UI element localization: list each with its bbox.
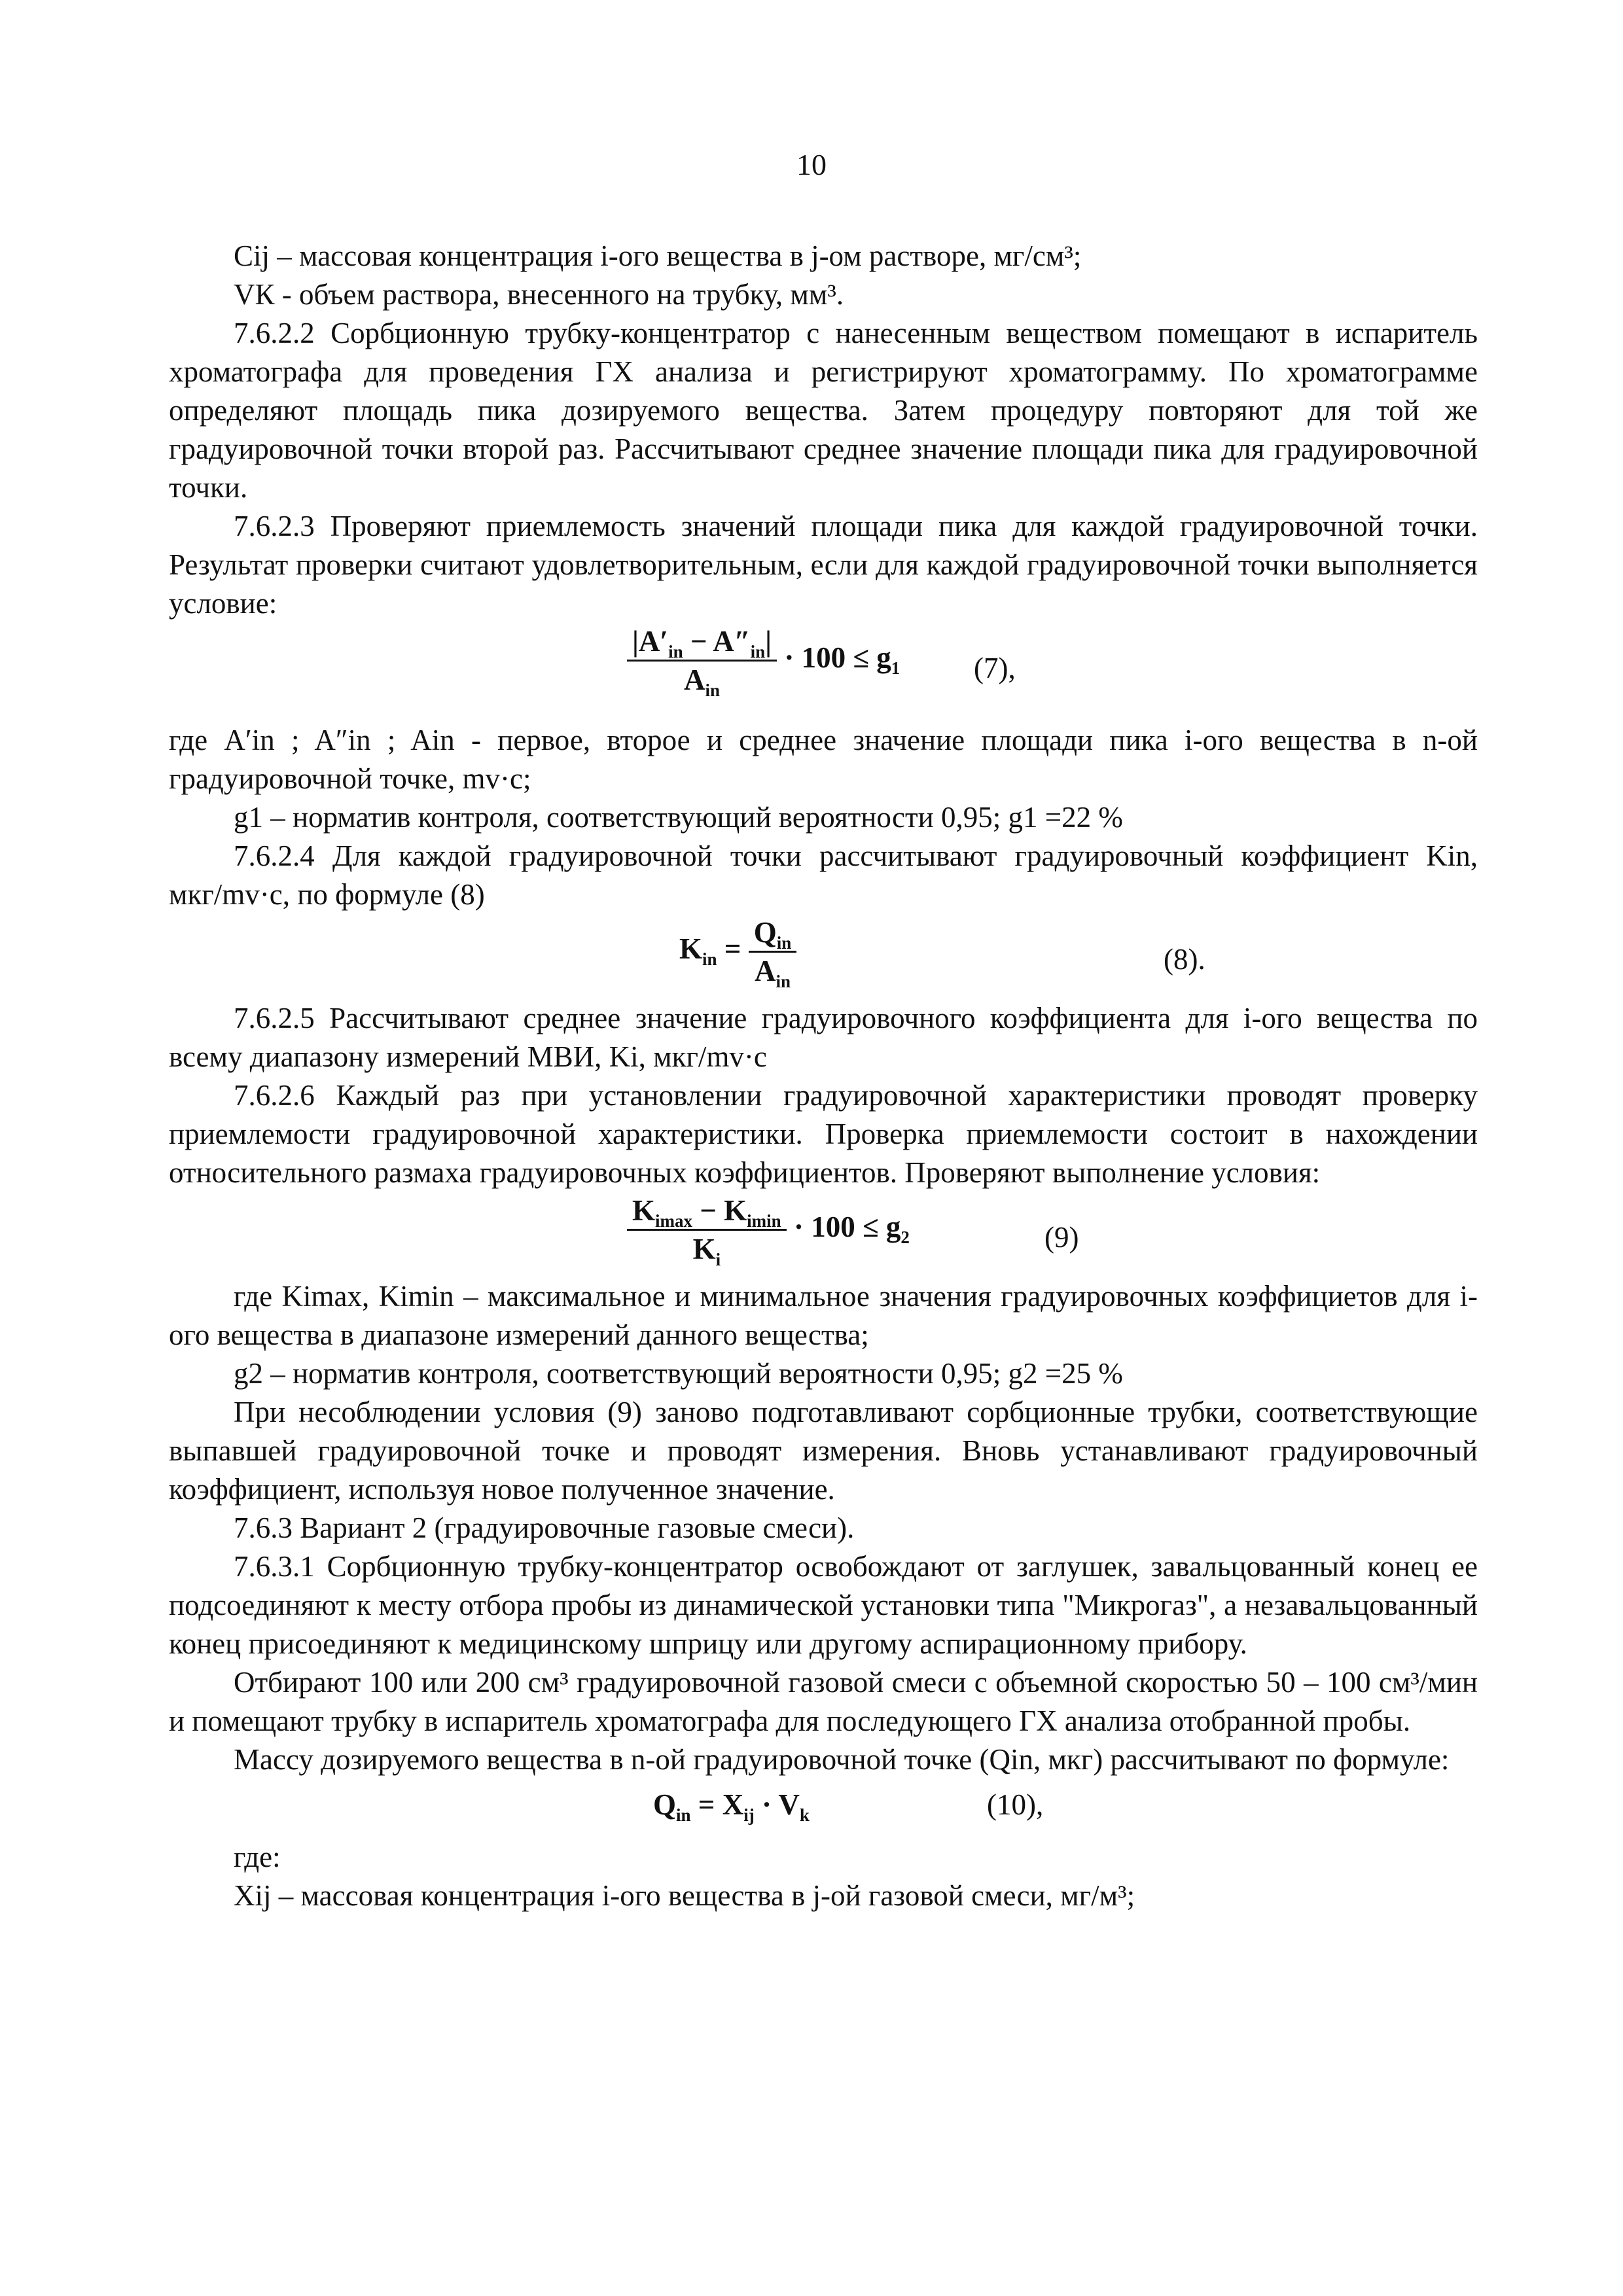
equation-7-number: (7), xyxy=(974,652,1016,684)
equation-9: $\frac{K_{imax} - K_{imin}}{K_i}$ · $100 \le g_2$ (9) xyxy=(169,1192,1478,1277)
g2-line: g2 – норматив контроля, соответствующий вероятности 0,95; g2 =25 % xyxy=(234,1357,1123,1390)
where-eq9: где Kimax, Kimin – максимальное и минимальное значения градуировочных коэффициетов для i-ого вещества в диапазоне измерений данного вещества; xyxy=(169,1280,1478,1351)
paragraph-7-6-2-2: 7.6.2.2 Сорбционную трубку-концентратор с нанесенным веществом помещают в испаритель хроматографа для проведения ГХ анализа и регистрируют хроматограмму. По хроматограмме определяют площадь пика дозируемого вещества. Затем процедуру повторяют для той же градуировочной точки второй раз. Рассчитывают среднее значение площади пика для градуировочной точки. xyxy=(169,317,1478,504)
paragraph-mass: Массу дозируемого вещества в n-ой градуировочной точке (Qin, мкг) рассчитывают по формуле: xyxy=(234,1743,1450,1776)
equation-10: $Q_{in} = X_{ij} \cdot V_k$ (10), xyxy=(169,1779,1478,1838)
document-body xyxy=(169,237,1478,1915)
line-vk: VК - объем раствора, внесенного на трубку, мм³. xyxy=(234,278,844,311)
equation-7: $\frac{|A'_{in} - A''_{in}|}{A_{in}}$ · $100 \le g_1$ (7), xyxy=(169,623,1478,721)
x-line: Xij – массовая концентрация i-ого вещества в j-ой газовой смеси, мг/м³; xyxy=(234,1879,1135,1912)
paragraph-7-6-2-3: 7.6.2.3 Проверяют приемлемость значений площади пика для каждой градуировочной точки. Результат проверки считают удовлетворительным, если для каждой градуировочной точки выполняется условие: xyxy=(169,510,1478,620)
paragraph-7-6-2-6: 7.6.2.6 Каждый раз при установлении градуировочной характеристики проводят проверку приемлемости градуировочной характеристики. Проверка приемлемости состоит в нахождении относительного размаха градуировочных коэффициентов. Проверяют выполнение условия: xyxy=(169,1079,1478,1189)
paragraph-7-6-3: 7.6.3 Вариант 2 (градуировочные газовые смеси). xyxy=(234,1511,855,1544)
paragraph-fail: При несоблюдении условия (9) заново подготавливают сорбционные трубки, соответствующие выпавшей градуировочной точке и проводят измерения. Вновь устанавливают градуировочный коэффициент, используя новое полученное значение. xyxy=(169,1396,1478,1506)
paragraph-7-6-2-4: 7.6.2.4 Для каждой градуировочной точки рассчитывают градуировочный коэффициент Kin, мкг/mv·c, по формуле (8) xyxy=(169,839,1478,911)
where-eq10: где: xyxy=(234,1841,281,1873)
equation-9-number: (9) xyxy=(1044,1221,1079,1254)
equation-10-number: (10), xyxy=(987,1788,1044,1821)
paragraph-7-6-3-1: 7.6.3.1 Сорбционную трубку-концентратор освобождают от заглушек, завальцованный конец ее подсоединяют к месту отбора пробы из динамической установки типа "Микрогаз", а незавальцованный конец присоединяют к медицинскому шприцу или другому аспирационному прибору. xyxy=(169,1550,1478,1660)
paragraph-7-6-2-5: 7.6.2.5 Рассчитывают среднее значение градуировочного коэффициента для i-ого вещества по всему диапазону измерений МВИ, Ki, мкг/mv·c xyxy=(169,1002,1478,1073)
paragraph-sample: Отбирают 100 или 200 см³ градуировочной газовой смеси с объемной скоростью 50 – 100 см³/мин и помещают трубку в испаритель хроматографа для последующего ГХ анализа отобранной пробы. xyxy=(169,1666,1478,1737)
line-cij: Cij – массовая концентрация i-ого вещества в j-ом растворе, мг/см³; xyxy=(234,239,1082,272)
equation-8: $K_{in}$ = $\frac{Q_{in}}{A_{in}}$ (8). xyxy=(169,914,1478,999)
page-number: 10 xyxy=(796,148,827,181)
g1-line: g1 – норматив контроля, соответствующий вероятности 0,95; g1 =22 % xyxy=(234,801,1123,834)
equation-8-number: (8). xyxy=(1164,943,1205,976)
where-eq7: где A′in ; A″in ; Ain - первое, второе и среднее значение площади пика i-ого вещества в n-ой градуировочной точке, mv·c; xyxy=(169,724,1478,795)
